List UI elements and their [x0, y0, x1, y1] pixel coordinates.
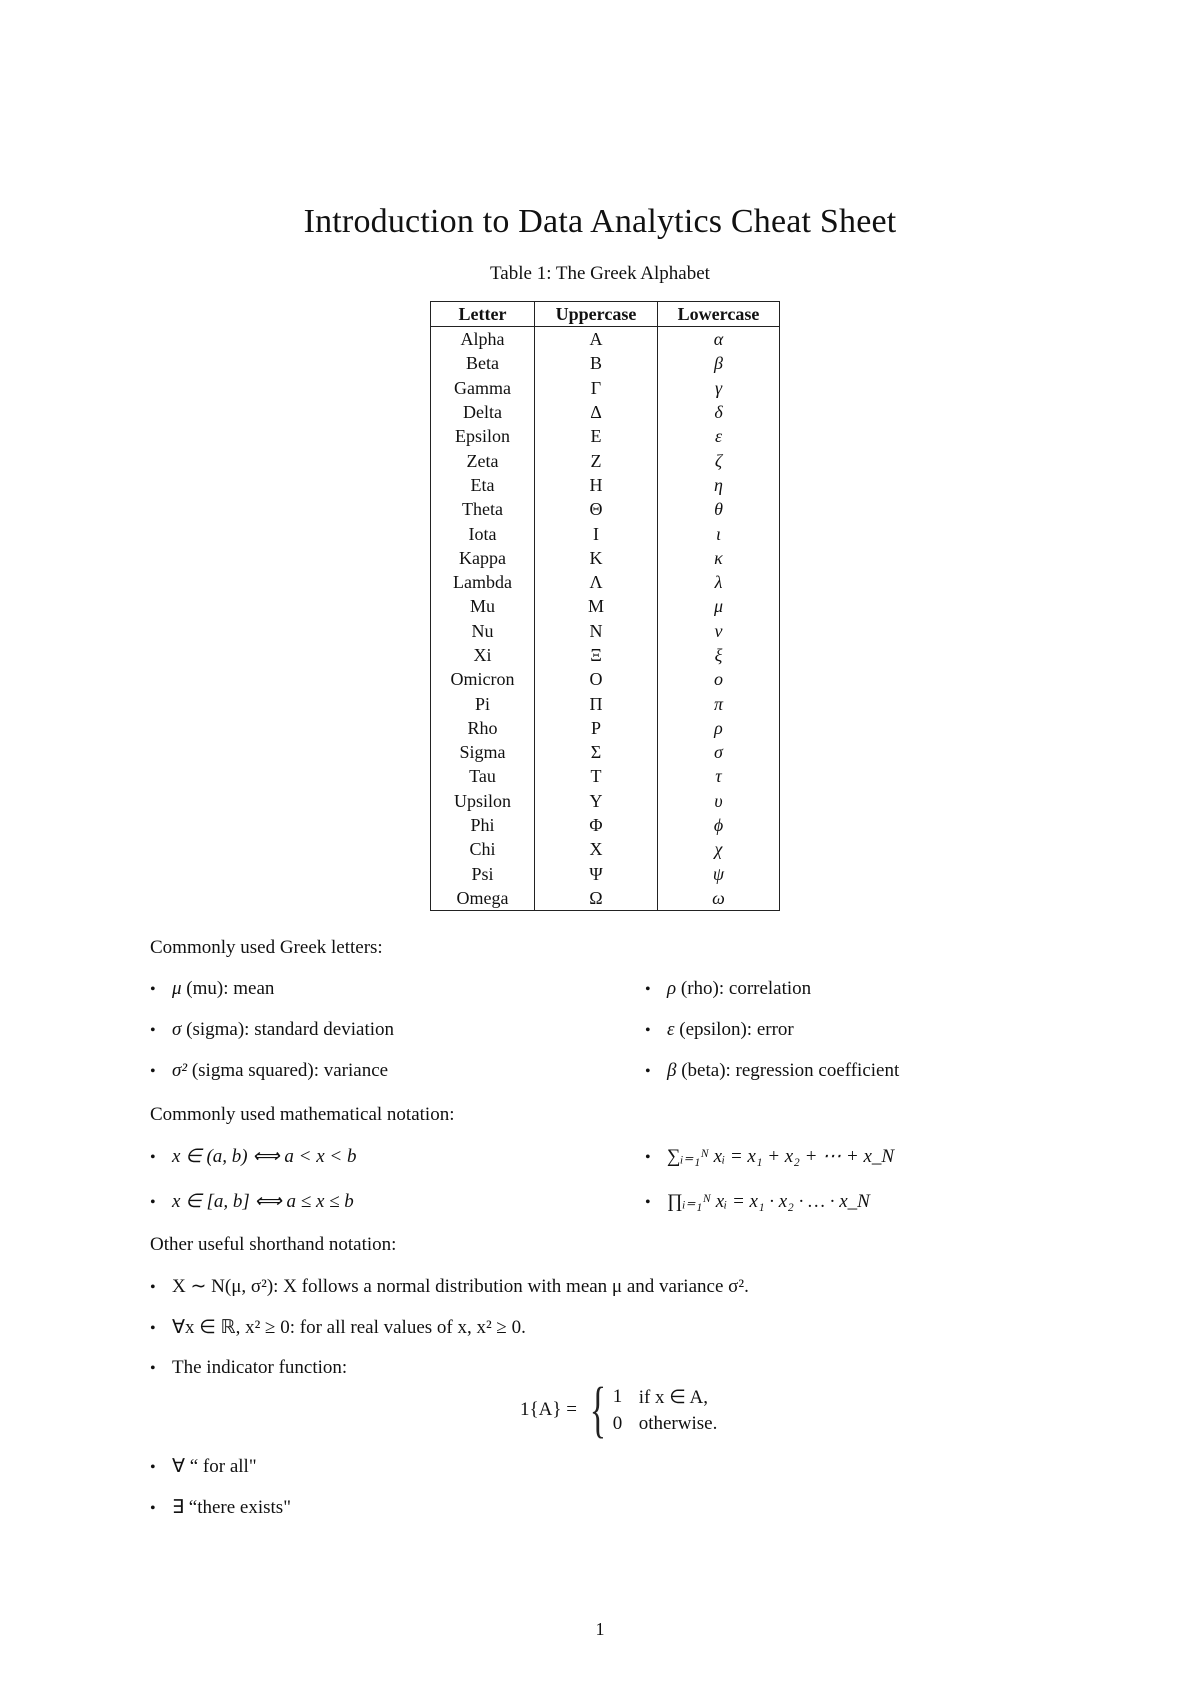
cell-uppercase: Θ: [535, 497, 658, 521]
cell-uppercase: Γ: [535, 376, 658, 400]
column-header-lowercase: Lowercase: [658, 302, 780, 327]
cell-letter-name: Upsilon: [431, 789, 535, 813]
bullet: •: [645, 981, 651, 998]
cell-uppercase: I: [535, 521, 658, 545]
left-brace: {: [589, 1376, 607, 1444]
cell-lowercase: η: [658, 473, 780, 497]
table-row: [431, 837, 780, 861]
cell-letter-name: Eta: [431, 473, 535, 497]
table-row: [431, 813, 780, 837]
cell-uppercase: Σ: [535, 740, 658, 764]
table-row: [431, 424, 780, 448]
cell-lowercase: λ: [658, 570, 780, 594]
bullet: •: [645, 1194, 651, 1211]
cell-letter-name: Psi: [431, 862, 535, 886]
list-item-sigma: • σ (sigma): standard deviation: [150, 1019, 395, 1040]
cell-lowercase: ε: [658, 424, 780, 448]
cell-letter-name: Omega: [431, 886, 535, 911]
cell-uppercase: Δ: [535, 400, 658, 424]
bullet: •: [150, 981, 156, 998]
cell-uppercase: Π: [535, 691, 658, 715]
cell-uppercase: N: [535, 619, 658, 643]
cell-letter-name: Alpha: [431, 327, 535, 352]
cell-lowercase: ψ: [658, 862, 780, 886]
cell-uppercase: Υ: [535, 789, 658, 813]
cell-lowercase: κ: [658, 546, 780, 570]
cell-lowercase: ν: [658, 619, 780, 643]
bullet: •: [645, 1022, 651, 1039]
table-caption: Table 1: The Greek Alphabet: [490, 263, 710, 284]
list-item-epsilon: • ε (epsilon): error: [645, 1019, 794, 1040]
list-item-summation: • ∑ᵢ₌₁ᴺ xᵢ = x₁ + x₂ + ⋯ + x_N: [645, 1146, 895, 1167]
greek-letters-heading: Commonly used Greek letters:: [150, 937, 383, 958]
bullet: •: [150, 1194, 156, 1211]
cell-letter-name: Zeta: [431, 448, 535, 472]
table-row: [431, 886, 780, 911]
bullet: •: [150, 1149, 156, 1166]
cell-letter-name: Gamma: [431, 376, 535, 400]
cell-uppercase: E: [535, 424, 658, 448]
cell-uppercase: Λ: [535, 570, 658, 594]
cell-uppercase: Ω: [535, 886, 658, 911]
cell-letter-name: Lambda: [431, 570, 535, 594]
cell-uppercase: Z: [535, 448, 658, 472]
math-notation-heading: Commonly used mathematical notation:: [150, 1104, 455, 1125]
cell-letter-name: Delta: [431, 400, 535, 424]
table-row: [431, 764, 780, 788]
cell-letter-name: Nu: [431, 619, 535, 643]
table-row: [431, 740, 780, 764]
list-item-there-exists: • ∃ “there exists": [150, 1497, 291, 1518]
greek-alphabet-table: [430, 301, 780, 911]
cell-letter-name: Pi: [431, 691, 535, 715]
table-row: [431, 546, 780, 570]
cell-letter-name: Xi: [431, 643, 535, 667]
cell-lowercase: ω: [658, 886, 780, 911]
column-header-letter: Letter: [431, 302, 535, 327]
cell-lowercase: ξ: [658, 643, 780, 667]
cell-lowercase: γ: [658, 376, 780, 400]
cell-lowercase: υ: [658, 789, 780, 813]
cell-letter-name: Kappa: [431, 546, 535, 570]
bullet: •: [645, 1063, 651, 1080]
table-header-row: [431, 302, 780, 327]
cell-letter-name: Chi: [431, 837, 535, 861]
table-row: [431, 351, 780, 375]
indicator-cases: [613, 1386, 718, 1435]
bullet: •: [645, 1149, 651, 1166]
cell-letter-name: Tau: [431, 764, 535, 788]
cell-letter-name: Iota: [431, 521, 535, 545]
list-item-mu: • μ (mu): mean: [150, 978, 275, 999]
cell-lowercase: ρ: [658, 716, 780, 740]
page-number: 1: [595, 1619, 605, 1639]
table-row: [431, 691, 780, 715]
list-item-beta: • β (beta): regression coefficient: [645, 1060, 900, 1081]
cell-uppercase: O: [535, 667, 658, 691]
column-header-uppercase: Uppercase: [535, 302, 658, 327]
table-row: [431, 570, 780, 594]
shorthand-heading: Other useful shorthand notation:: [150, 1234, 397, 1255]
list-item-for-all: • ∀ “ for all": [150, 1456, 257, 1477]
cell-uppercase: Ψ: [535, 862, 658, 886]
cell-letter-name: Omicron: [431, 667, 535, 691]
cell-uppercase: A: [535, 327, 658, 352]
case-row: 1 if x ∈ A,: [612, 1385, 709, 1408]
cell-letter-name: Theta: [431, 497, 535, 521]
cell-letter-name: Beta: [431, 351, 535, 375]
list-item-normal-distribution: • X ∼ N(μ, σ²): X follows a normal distribution with mean μ and variance σ².: [150, 1276, 749, 1297]
table-body: [431, 327, 780, 911]
cell-lowercase: π: [658, 691, 780, 715]
table-row: [431, 667, 780, 691]
cell-lowercase: ι: [658, 521, 780, 545]
cell-uppercase: B: [535, 351, 658, 375]
cell-letter-name: Sigma: [431, 740, 535, 764]
cell-lowercase: α: [658, 327, 780, 352]
cell-lowercase: β: [658, 351, 780, 375]
table-row: [431, 327, 780, 352]
bullet: •: [150, 1320, 156, 1337]
list-item-product: • ∏ᵢ₌₁ᴺ xᵢ = x₁ · x₂ · … · x_N: [645, 1191, 870, 1212]
list-item-sigma-squared: • σ² (sigma squared): variance: [150, 1060, 389, 1081]
cell-letter-name: Mu: [431, 594, 535, 618]
cell-uppercase: H: [535, 473, 658, 497]
table-row: [431, 473, 780, 497]
cell-lowercase: σ: [658, 740, 780, 764]
table-row: [431, 448, 780, 472]
table-row: [431, 594, 780, 618]
cell-lowercase: o: [658, 667, 780, 691]
table-row: [431, 789, 780, 813]
page-title: Introduction to Data Analytics Cheat Sheet: [303, 203, 897, 240]
table-row: [431, 862, 780, 886]
cell-lowercase: μ: [658, 594, 780, 618]
list-item-open-interval: • x ∈ (a, b) ⟺ a < x < b: [150, 1146, 357, 1167]
bullet: •: [150, 1063, 156, 1080]
cell-lowercase: ϕ: [658, 813, 780, 837]
cell-letter-name: Epsilon: [431, 424, 535, 448]
table-row: [431, 521, 780, 545]
list-item-rho: • ρ (rho): correlation: [645, 978, 812, 999]
list-item-closed-interval: • x ∈ [a, b] ⟺ a ≤ x ≤ b: [150, 1191, 354, 1212]
cell-uppercase: K: [535, 546, 658, 570]
table-row: [431, 497, 780, 521]
bullet: •: [150, 1279, 156, 1296]
cell-letter-name: Phi: [431, 813, 535, 837]
bullet: •: [150, 1500, 156, 1517]
cell-lowercase: δ: [658, 400, 780, 424]
case-row: 0 otherwise.: [612, 1412, 718, 1434]
list-item-indicator: • The indicator function:: [150, 1357, 348, 1378]
cell-uppercase: X: [535, 837, 658, 861]
cell-letter-name: Rho: [431, 716, 535, 740]
cell-lowercase: ζ: [658, 448, 780, 472]
table-row: [431, 400, 780, 424]
table-row: [431, 619, 780, 643]
table-row: [431, 376, 780, 400]
indicator-function-formula: [520, 1378, 717, 1442]
bullet: •: [150, 1360, 156, 1377]
cell-lowercase: τ: [658, 764, 780, 788]
cell-lowercase: χ: [658, 837, 780, 861]
cell-uppercase: M: [535, 594, 658, 618]
bullet: •: [150, 1459, 156, 1476]
list-item-for-all-real: • ∀x ∈ ℝ, x² ≥ 0: for all real values of x, x² ≥ 0.: [150, 1317, 526, 1338]
cell-lowercase: θ: [658, 497, 780, 521]
table-row: [431, 716, 780, 740]
indicator-lhs: 1{A} =: [520, 1399, 577, 1420]
cell-uppercase: Ξ: [535, 643, 658, 667]
cell-uppercase: P: [535, 716, 658, 740]
cell-uppercase: Φ: [535, 813, 658, 837]
table-row: [431, 643, 780, 667]
cell-uppercase: T: [535, 764, 658, 788]
bullet: •: [150, 1022, 156, 1039]
